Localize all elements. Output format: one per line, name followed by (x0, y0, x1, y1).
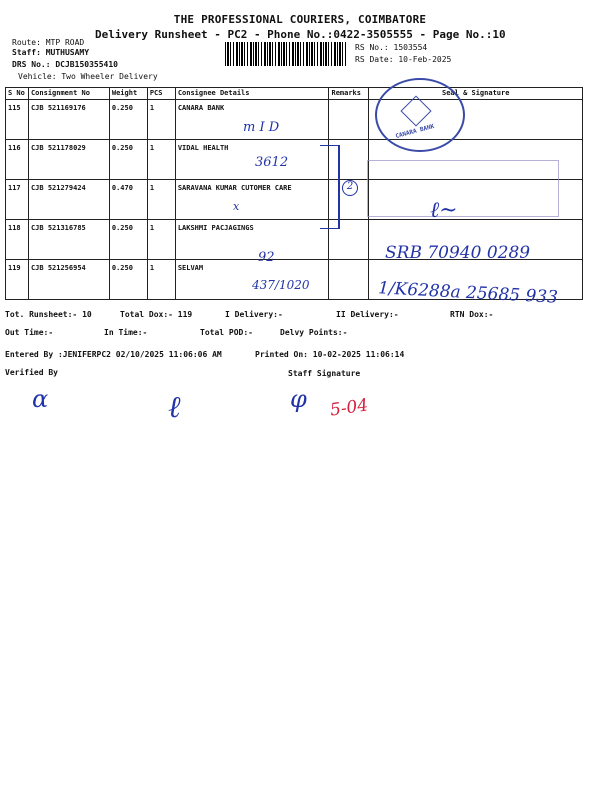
cell-pcs: 1 (147, 180, 175, 220)
handwriting-118: 92 (258, 250, 275, 265)
cell-sno: 115 (6, 100, 29, 140)
cell-remarks (329, 100, 369, 140)
cell-pcs: 1 (147, 100, 175, 140)
cell-weight: 0.250 (109, 100, 147, 140)
cell-sno: 118 (6, 220, 29, 260)
staff-signature-label: Staff Signature (288, 369, 361, 378)
cell-weight: 0.470 (109, 180, 147, 220)
barcode (225, 42, 348, 66)
staff-label: Staff: MUTHUSAMY (12, 48, 90, 57)
handwriting-115: m I D (243, 120, 280, 135)
total-dox: Total Dox:- 119 (120, 310, 193, 319)
cell-sno: 119 (6, 260, 29, 300)
stamp-text: CANARA BANK (394, 122, 435, 141)
cell-consignment: CJB 521316785 (28, 220, 109, 260)
cell-consignee: LAKSHMI PACJAGINGS (175, 220, 329, 260)
staff-signature: φ (290, 385, 307, 413)
rs-number: RS No.: 1503554 (355, 43, 428, 52)
drs-label: DRS No.: (12, 60, 51, 69)
cell-pcs: 1 (147, 260, 175, 300)
printed-on: Printed On: 10-02-2025 11:06:14 (255, 350, 405, 359)
handwriting-116: 3612 (255, 155, 289, 170)
drs-value: DCJB150355410 (55, 60, 118, 69)
stamp-emblem (400, 95, 431, 126)
cell-pcs: 1 (147, 220, 175, 260)
cell-remarks (329, 260, 369, 300)
col-sno: S No (6, 88, 29, 100)
out-time: Out Time:- (5, 328, 54, 337)
cell-sno: 117 (6, 180, 29, 220)
table-header-row (6, 88, 583, 100)
cell-consignment: CJB 521169176 (28, 100, 109, 140)
col-weight: Weight (109, 88, 147, 100)
col-remarks: Remarks (329, 88, 369, 100)
cell-consignee: VIDAL HEALTH (175, 140, 329, 180)
route-label: Route: MTP ROAD (12, 38, 85, 47)
col-seal-signature: Seal & Signature (369, 88, 583, 100)
company-title: THE PROFESSIONAL COURIERS, COIMBATORE (173, 13, 427, 26)
handwriting-119: 437/1020 (252, 278, 310, 292)
cell-weight: 0.250 (109, 260, 147, 300)
cell-weight: 0.250 (109, 220, 147, 260)
cell-consignment: CJB 521256954 (28, 260, 109, 300)
handwriting-circle: 2 (342, 180, 358, 196)
signature-mark: ℓ (168, 390, 181, 425)
cell-consignment: CJB 521178029 (28, 140, 109, 180)
handwriting-bracket (320, 145, 340, 229)
entered-by: Entered By :JENIFERPC2 02/10/2025 11:06:06 AM (5, 350, 222, 359)
cell-sno: 116 (6, 140, 29, 180)
canara-bank-stamp (375, 78, 465, 152)
company-rubber-stamp (367, 160, 559, 217)
tot-runsheet: Tot. Runsheet:- 10 (5, 310, 92, 319)
signature-117: ℓ~ (430, 198, 458, 223)
verified-by: Verified By (5, 368, 58, 377)
col-consignment: Consignment No (28, 88, 109, 100)
handwriting-117: x (233, 200, 240, 213)
vehicle-label: Vehicle: Two Wheeler Delivery (18, 72, 158, 81)
table-row (6, 100, 583, 140)
i-delivery: I Delivery:- (225, 310, 283, 319)
handwriting-phone-119: 1/K6288a 25685 933 (377, 278, 559, 308)
rs-date: RS Date: 10-Feb-2025 (355, 55, 452, 64)
handwriting-phone-118: SRB 70940 0289 (385, 243, 531, 263)
cell-consignee: SELVAM (175, 260, 329, 300)
total-pod: Total POD:- (200, 328, 253, 337)
ii-delivery: II Delivery:- (336, 310, 399, 319)
in-time: In Time:- (104, 328, 148, 337)
delvy-points: Delvy Points:- (280, 328, 348, 337)
col-pcs: PCS (147, 88, 175, 100)
cell-consignment: CJB 521279424 (28, 180, 109, 220)
col-consignee: Consignee Details (175, 88, 329, 100)
runsheet-title: Delivery Runsheet - PC2 - Phone No.:0422-3505555 - Page No.:10 (95, 28, 506, 41)
cell-consignee: SARAVANA KUMAR CUTOMER CARE (175, 180, 329, 220)
verified-signature: α (32, 385, 49, 413)
red-handwritten-note: 5-04 (328, 395, 370, 421)
cell-consignee: CANARA BANK (175, 100, 329, 140)
drs-number (12, 60, 118, 69)
rtn-dox: RTN Dox:- (450, 310, 494, 319)
cell-pcs: 1 (147, 140, 175, 180)
cell-weight: 0.250 (109, 140, 147, 180)
